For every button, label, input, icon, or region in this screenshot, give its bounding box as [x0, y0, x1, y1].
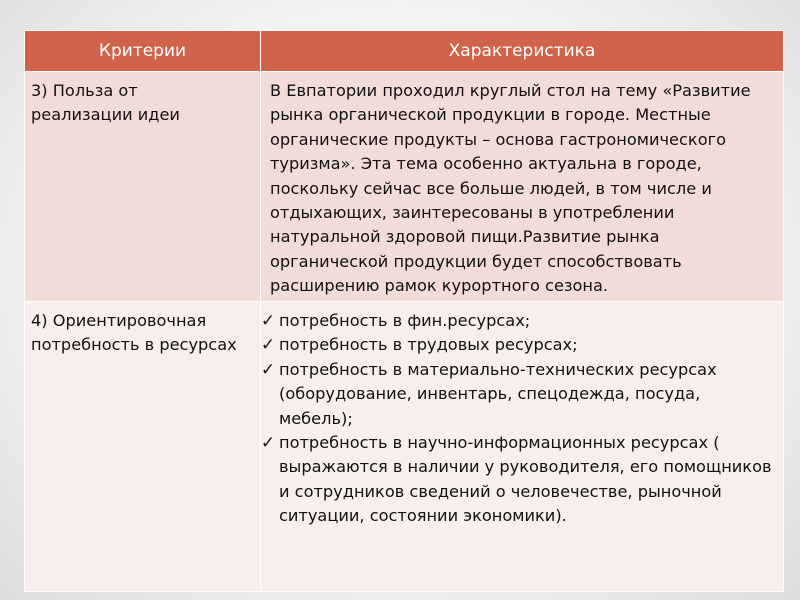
list-item-text: потребность в материально-технических ресурсах (оборудование, инвентарь, спецодежда, посуда, мебель);: [279, 359, 717, 428]
criteria-cell: [25, 72, 261, 302]
criteria-text: 3) Польза от реализации идеи: [31, 81, 180, 125]
criteria-text: 4) Ориентировочная потребность в ресурсах: [31, 311, 237, 355]
criteria-table: [24, 30, 784, 592]
description-cell: [261, 302, 784, 592]
checkmark-icon: ✓: [260, 433, 276, 454]
criteria-cell: [25, 302, 261, 592]
table-row: [25, 302, 784, 592]
list-item-text: потребность в фин.ресурсах;: [279, 311, 531, 330]
description-text: В Евпатории проходил круглый стол на тему «Развитие рынка органической продукции в городе. Местные органические продукты – основа гастрономического туризма». Эта тема особенно актуальна в городе, поскольку сейчас все больше людей, в том числе и отдыхающих, заинтересованы в употреблении натуральной здоровой пищи.Развитие рынка органической продукции будет способствовать расширению рамок курортного сезона.: [270, 81, 751, 296]
checkmark-icon: ✓: [260, 359, 276, 380]
list-item-text: потребность в трудовых ресурсах;: [279, 335, 578, 355]
header-criteria: Критерии: [25, 31, 261, 72]
list-item: [260, 431, 777, 529]
list-item-text: потребность в научно-информационных ресурсах ( выражаются в наличии у руководителя, его помощников и сотрудников сведений о человечестве, рыночной ситуации, состоянии экономики).: [279, 433, 772, 526]
list-item: [260, 333, 777, 357]
table-header-row: [25, 31, 784, 72]
checkmark-icon: ✓: [260, 311, 276, 331]
resource-needs-list: [260, 309, 777, 529]
list-item: [260, 358, 777, 431]
table-row: [25, 72, 784, 302]
list-item: [260, 309, 777, 333]
header-description: Характеристика: [261, 31, 784, 72]
description-cell: [261, 72, 784, 302]
checkmark-icon: ✓: [260, 335, 276, 356]
